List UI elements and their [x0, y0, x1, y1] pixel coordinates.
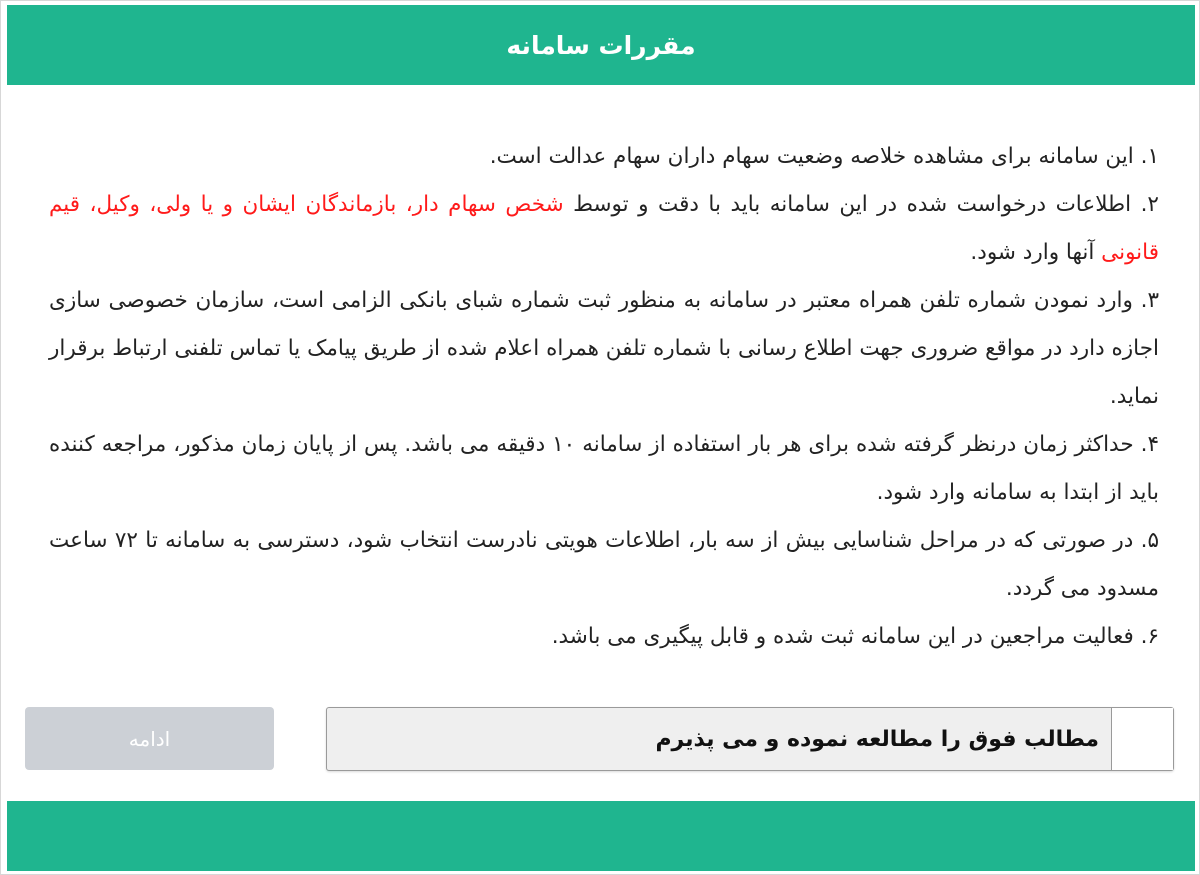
accept-checkbox[interactable]	[1111, 708, 1173, 770]
rule-item	[49, 517, 1159, 613]
dialog-header	[7, 5, 1195, 85]
rules-list	[49, 133, 1159, 661]
accept-terms-label: مطالب فوق را مطالعه نموده و می پذیرم	[655, 726, 1099, 752]
dialog-title: مقررات سامانه	[506, 30, 696, 60]
rule-text: ۱. این سامانه برای مشاهده خلاصه وضعیت سهام داران سهام عدالت است.	[489, 144, 1159, 169]
rule-text: ۵. در صورتی که در مراحل شناسایی بیش از سه بار، اطلاعات هویتی نادرست انتخاب شود، دسترسی به سامانه تا ۷۲ ساعت مسدود می گردد.	[49, 528, 1160, 601]
rule-text: آنها وارد شود.	[970, 240, 1102, 265]
rule-item	[49, 133, 1159, 181]
dialog-footer	[7, 801, 1195, 871]
continue-button[interactable]: ادامه	[25, 707, 274, 770]
rule-text: ۲. اطلاعات درخواست شده در این سامانه باید با دقت و توسط	[563, 192, 1159, 217]
rule-item	[49, 277, 1159, 421]
rule-highlight: شخص سهام دار، بازماندگان ایشان و یا ولی، وکیل، قیم قانونی	[49, 192, 1159, 265]
rule-text: ۳. وارد نمودن شماره تلفن همراه معتبر در سامانه به منظور ثبت شماره شبای بانکی الزامی است، سازمان خصوصی سازی اجازه دارد در مواقع ضروری جهت اطلاع رسانی با شماره تلفن همراه اعلام شده از طریق پیامک یا تماس تلفنی ارتباط برقرار نماید.	[49, 288, 1159, 409]
rule-item	[49, 421, 1159, 517]
rule-item	[49, 613, 1159, 661]
rule-text: ۴. حداکثر زمان درنظر گرفته شده برای هر بار استفاده از سامانه ۱۰ دقیقه می باشد. پس از پایان زمان مذکور، مراجعه کننده باید از ابتدا به سامانه وارد شود.	[49, 432, 1159, 505]
accept-terms-row[interactable]	[326, 707, 1174, 771]
rule-item	[49, 181, 1159, 277]
rule-text: ۶. فعالیت مراجعین در این سامانه ثبت شده و قابل پیگیری می باشد.	[551, 624, 1159, 649]
